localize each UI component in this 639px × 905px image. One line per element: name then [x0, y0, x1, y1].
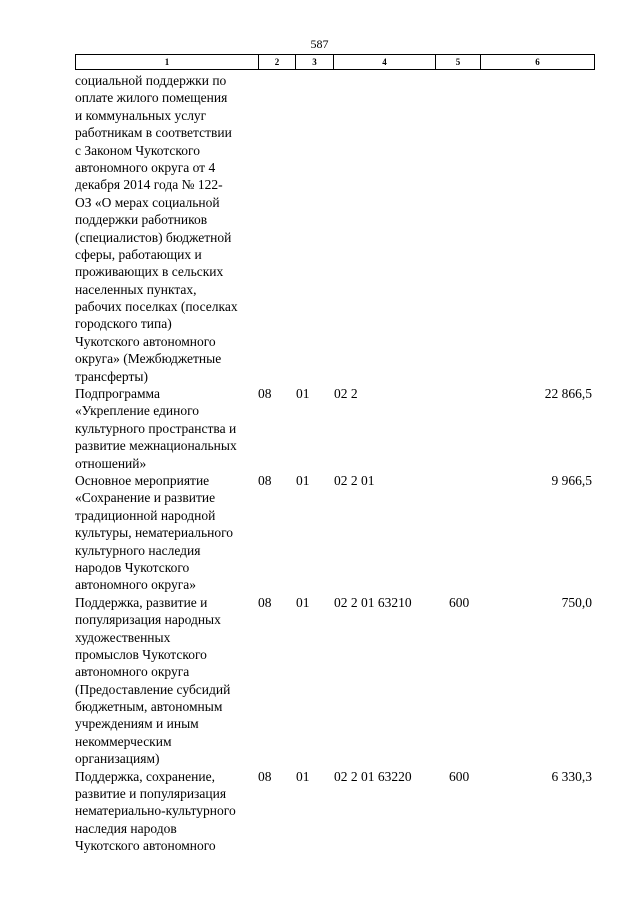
row-name-line: работникам в соответствии: [75, 125, 232, 141]
section-code: 08: [258, 472, 272, 488]
row-name-line: декабря 2014 года № 122-: [75, 177, 223, 193]
column-header-2: 2: [259, 55, 296, 70]
table-row: [75, 72, 594, 385]
row-name-line: поддержки работников: [75, 212, 208, 228]
row-name-line: рабочих поселках (поселках: [75, 299, 238, 315]
row-name-line: культурного пространства и: [75, 420, 237, 436]
row-name: [75, 472, 261, 594]
amount: 9 966,5: [551, 472, 592, 488]
row-name-line: Чукотского автономного: [75, 838, 216, 854]
table-row: [75, 594, 594, 768]
row-name-line: проживающих в сельских: [75, 264, 224, 280]
column-header-3: 3: [296, 55, 334, 70]
row-name-line: культуры, нематериального: [75, 525, 234, 541]
expense-type-code: 600: [449, 594, 470, 610]
page-number: 587: [310, 37, 329, 51]
row-name-line: Основное мероприятие: [75, 472, 210, 488]
budget-table-body: [75, 72, 594, 855]
row-name-line: наследия народов: [75, 820, 177, 836]
row-name-line: популяризация народных: [75, 612, 221, 628]
column-header-4: 4: [334, 55, 436, 70]
amount: 22 866,5: [544, 386, 592, 402]
subsection-code: 01: [296, 768, 310, 784]
row-name-line: и коммунальных услуг: [75, 107, 207, 123]
row-name-line: автономного округа»: [75, 577, 196, 593]
table-row: [75, 472, 594, 594]
row-name-line: отношений»: [75, 455, 147, 471]
table-row: [75, 768, 594, 855]
amount: 6 330,3: [551, 768, 592, 784]
row-name-line: художественных: [75, 629, 171, 645]
column-header-row: [76, 55, 595, 70]
subsection-code: 01: [296, 472, 310, 488]
row-name: [75, 72, 261, 385]
row-name-line: «Укрепление единого: [75, 403, 200, 419]
row-name-line: ОЗ «О мерах социальной: [75, 194, 220, 210]
row-name-line: нематериально-культурного: [75, 803, 236, 819]
row-name-line: некоммерческим: [75, 733, 172, 749]
target-article-code: 02 2 01 63220: [334, 768, 412, 784]
row-name-line: традиционной народной: [75, 507, 216, 523]
target-article-code: 02 2 01: [334, 472, 375, 488]
column-header-6: 6: [481, 55, 595, 70]
row-name-line: организациям): [75, 751, 160, 767]
row-name-line: культурного наследия: [75, 542, 201, 558]
row-name-line: «Сохранение и развитие: [75, 490, 216, 506]
row-name-line: Поддержка, развитие и: [75, 594, 208, 610]
row-name-line: учреждениям и иным: [75, 716, 199, 732]
row-name: [75, 385, 261, 472]
row-name-line: округа» (Межбюджетные: [75, 351, 222, 367]
column-header-1: 1: [76, 55, 259, 70]
section-code: 08: [258, 386, 272, 402]
row-name-line: сферы, работающих и: [75, 246, 202, 262]
subsection-code: 01: [296, 594, 310, 610]
row-name-line: народов Чукотского: [75, 559, 190, 575]
row-name-line: развитие и популяризация: [75, 786, 227, 802]
table-row: [75, 385, 594, 472]
row-name-line: социальной поддержки по: [75, 73, 227, 88]
row-name-line: автономного округа от 4: [75, 159, 216, 175]
row-name-line: трансферты): [75, 368, 148, 384]
row-name-line: оплате жилого помещения: [75, 90, 228, 106]
column-header-5: 5: [436, 55, 481, 70]
section-code: 08: [258, 594, 272, 610]
target-article-code: 02 2 01 63210: [334, 594, 412, 610]
subsection-code: 01: [296, 386, 310, 402]
target-article-code: 02 2: [334, 386, 358, 402]
row-name-line: (специалистов) бюджетной: [75, 229, 232, 245]
row-name-line: Чукотского автономного: [75, 333, 216, 349]
row-name-line: развитие межнациональных: [75, 438, 237, 454]
row-name-line: городского типа): [75, 316, 172, 332]
row-name-line: населенных пунктах,: [75, 281, 197, 297]
expense-type-code: 600: [449, 768, 470, 784]
column-header-table: [75, 54, 595, 70]
amount: 750,0: [561, 594, 592, 610]
row-name-line: промыслов Чукотского: [75, 646, 207, 662]
row-name-line: Подпрограмма: [75, 386, 160, 402]
row-name-line: Поддержка, сохранение,: [75, 768, 215, 784]
row-name: [75, 594, 261, 768]
section-code: 08: [258, 768, 272, 784]
row-name-line: (Предоставление субсидий: [75, 681, 231, 697]
row-name-line: бюджетным, автономным: [75, 699, 223, 715]
row-name: [75, 768, 261, 855]
row-name-line: автономного округа: [75, 664, 190, 680]
row-name-line: с Законом Чукотского: [75, 142, 200, 158]
